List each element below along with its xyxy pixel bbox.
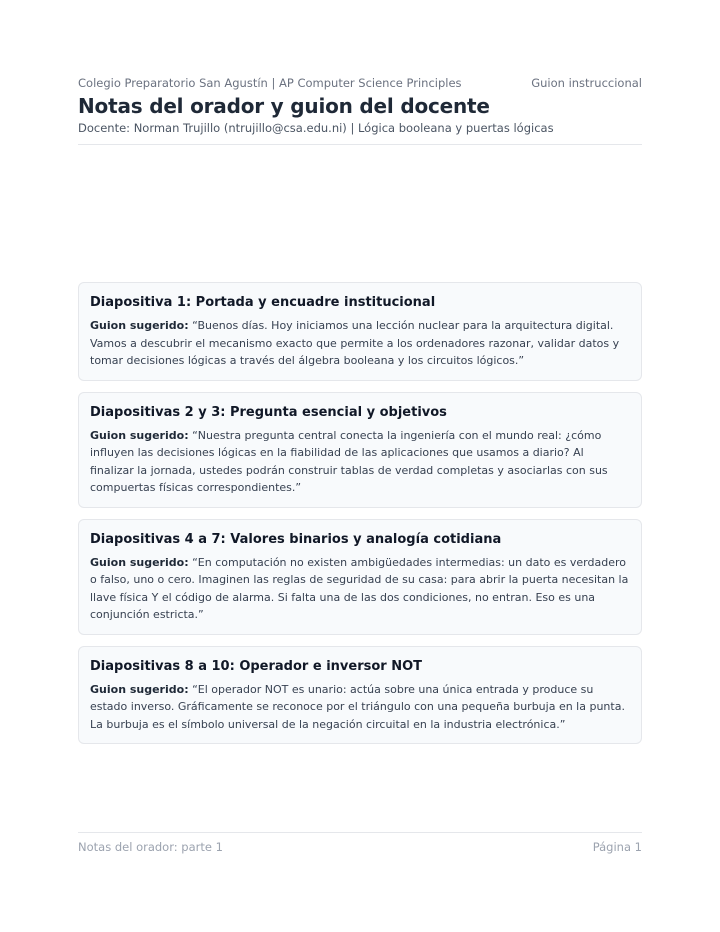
header-topline: [78, 76, 642, 90]
header-divider: [78, 144, 642, 145]
card-body: [90, 427, 630, 497]
card-heading: Diapositivas 2 y 3: Pregunta esencial y objetivos: [90, 404, 447, 420]
card-text: “Nuestra pregunta central conecta la ingeniería con el mundo real: ¿cómo influyen las decisiones lógicas en la fiabilidad de las aplicaciones que usamos a diario? Al finalizar la jornada, ustedes podrán construir tablas de verdad completas y asociarlas con sus compuertas físicas correspondientes.”: [90, 428, 608, 494]
card-text: “Buenos días. Hoy iniciamos una lección nuclear para la arquitectura digital. Vamos a descubrir el mecanismo exacto que permite a los ordenadores razonar, validar datos y tomar decisiones lógicas a través del álgebra booleana y los circuitos lógicos.”: [90, 319, 620, 367]
card-text: “En computación no existen ambigüedades intermedias: un dato es verdadero o falso, uno o cero. Imaginen las reglas de seguridad de su casa: para abrir la puerta necesitan la llave física Y el código de alarma. Si falta una de las dos condiciones, no entran. Eso es una conjunción estricta.”: [90, 555, 629, 621]
card-heading: Diapositivas 8 a 10: Operador e inversor NOT: [90, 658, 423, 674]
card-body: [90, 317, 630, 370]
slide-card: [78, 392, 642, 508]
card-heading: Diapositivas 4 a 7: Valores binarios y analogía cotidiana: [90, 531, 502, 547]
card-label: Guion sugerido:: [90, 555, 189, 569]
card-label: Guion sugerido:: [90, 682, 189, 696]
document-type: Guion instruccional: [531, 76, 642, 90]
slide-card: [78, 519, 642, 635]
page-title: Notas del orador y guion del docente: [78, 94, 490, 118]
page-footer: [78, 840, 642, 854]
slide-card: [78, 646, 642, 745]
script-cards: [78, 282, 642, 755]
card-text: “El operador NOT es unario: actúa sobre una única entrada y produce su estado inverso. Gráficamente se reconoce por el triángulo con una pequeña burbuja en la punta. La burbuja es el símbolo universal de la negación circuital en la industria electrónica.”: [90, 682, 625, 731]
card-label: Guion sugerido:: [90, 428, 189, 442]
page-number: Página 1: [592, 840, 642, 854]
footer-divider: [78, 832, 642, 833]
card-body: [90, 554, 630, 624]
page-subtitle: Docente: Norman Trujillo (ntrujillo@csa.edu.ni) | Lógica booleana y puertas lógicas: [78, 121, 554, 135]
page-header: [78, 76, 642, 135]
document-page: [78, 0, 642, 932]
slide-card: [78, 282, 642, 381]
institution-line: Colegio Preparatorio San Agustín | AP Computer Science Principles: [78, 76, 462, 90]
card-heading: Diapositiva 1: Portada y encuadre institucional: [90, 295, 436, 310]
card-label: Guion sugerido:: [90, 319, 189, 332]
footer-section-label: Notas del orador: parte 1: [78, 840, 223, 854]
card-body: [90, 681, 630, 734]
